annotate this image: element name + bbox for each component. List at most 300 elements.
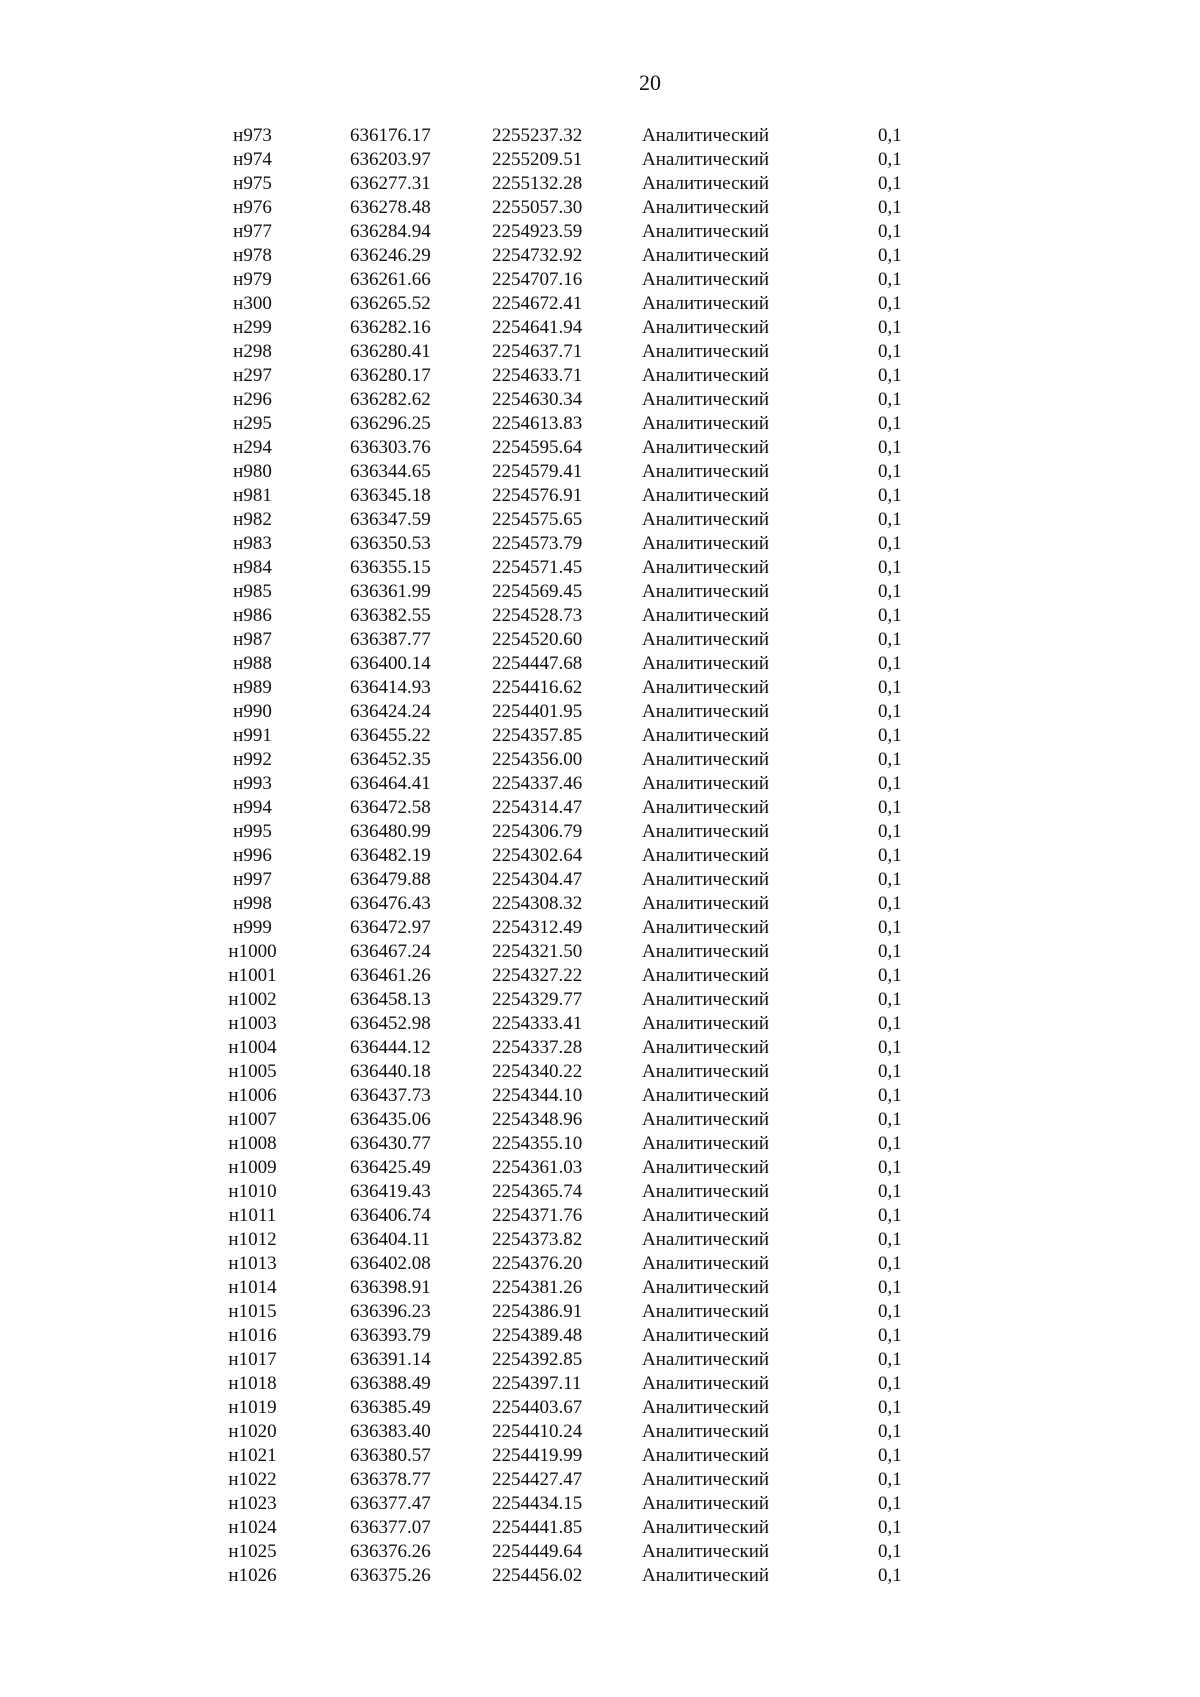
method-cell: Аналитический bbox=[642, 533, 770, 554]
method-cell: Аналитический bbox=[642, 389, 770, 410]
method-cell: Аналитический bbox=[642, 653, 770, 674]
accuracy-cell: 0,1 bbox=[878, 197, 902, 218]
method-cell: Аналитический bbox=[642, 1493, 770, 1514]
point-name-cell: н1018 bbox=[228, 1373, 277, 1394]
accuracy-cell: 0,1 bbox=[878, 413, 902, 434]
point-name-cell: н1026 bbox=[228, 1565, 277, 1586]
x-coordinate-cell: 636280.41 bbox=[350, 341, 431, 362]
x-coordinate-cell: 636435.06 bbox=[350, 1109, 431, 1130]
table-row bbox=[0, 604, 1200, 628]
y-coordinate-cell: 2254672.41 bbox=[492, 293, 583, 314]
method-cell: Аналитический bbox=[642, 1277, 770, 1298]
method-cell: Аналитический bbox=[642, 317, 770, 338]
accuracy-cell: 0,1 bbox=[878, 1469, 902, 1490]
point-name-cell: н1012 bbox=[228, 1229, 277, 1250]
table-row bbox=[0, 796, 1200, 820]
point-name-cell: н978 bbox=[233, 245, 272, 266]
point-name-cell: н1003 bbox=[228, 1013, 277, 1034]
method-cell: Аналитический bbox=[642, 197, 770, 218]
x-coordinate-cell: 636388.49 bbox=[350, 1373, 431, 1394]
point-name-cell: н1016 bbox=[228, 1325, 277, 1346]
method-cell: Аналитический bbox=[642, 245, 770, 266]
x-coordinate-cell: 636472.58 bbox=[350, 797, 431, 818]
method-cell: Аналитический bbox=[642, 1253, 770, 1274]
x-coordinate-cell: 636203.97 bbox=[350, 149, 431, 170]
x-coordinate-cell: 636377.07 bbox=[350, 1517, 431, 1538]
method-cell: Аналитический bbox=[642, 629, 770, 650]
y-coordinate-cell: 2254637.71 bbox=[492, 341, 583, 362]
table-row bbox=[0, 1516, 1200, 1540]
table-row bbox=[0, 1132, 1200, 1156]
x-coordinate-cell: 636406.74 bbox=[350, 1205, 431, 1226]
point-name-cell: н1022 bbox=[228, 1469, 277, 1490]
accuracy-cell: 0,1 bbox=[878, 773, 902, 794]
point-name-cell: н998 bbox=[233, 893, 272, 914]
x-coordinate-cell: 636452.98 bbox=[350, 1013, 431, 1034]
method-cell: Аналитический bbox=[642, 893, 770, 914]
table-row bbox=[0, 1444, 1200, 1468]
accuracy-cell: 0,1 bbox=[878, 557, 902, 578]
table-row bbox=[0, 1036, 1200, 1060]
x-coordinate-cell: 636382.55 bbox=[350, 605, 431, 626]
y-coordinate-cell: 2254613.83 bbox=[492, 413, 583, 434]
y-coordinate-cell: 2254392.85 bbox=[492, 1349, 583, 1370]
y-coordinate-cell: 2254419.99 bbox=[492, 1445, 583, 1466]
x-coordinate-cell: 636361.99 bbox=[350, 581, 431, 602]
accuracy-cell: 0,1 bbox=[878, 893, 902, 914]
table-row bbox=[0, 1540, 1200, 1564]
x-coordinate-cell: 636480.99 bbox=[350, 821, 431, 842]
table-row bbox=[0, 556, 1200, 580]
x-coordinate-cell: 636391.14 bbox=[350, 1349, 431, 1370]
accuracy-cell: 0,1 bbox=[878, 917, 902, 938]
x-coordinate-cell: 636385.49 bbox=[350, 1397, 431, 1418]
y-coordinate-cell: 2254344.10 bbox=[492, 1085, 583, 1106]
y-coordinate-cell: 2254630.34 bbox=[492, 389, 583, 410]
x-coordinate-cell: 636419.43 bbox=[350, 1181, 431, 1202]
accuracy-cell: 0,1 bbox=[878, 1205, 902, 1226]
x-coordinate-cell: 636280.17 bbox=[350, 365, 431, 386]
point-name-cell: н1008 bbox=[228, 1133, 277, 1154]
point-name-cell: н296 bbox=[233, 389, 272, 410]
point-name-cell: н990 bbox=[233, 701, 272, 722]
x-coordinate-cell: 636425.49 bbox=[350, 1157, 431, 1178]
method-cell: Аналитический bbox=[642, 749, 770, 770]
x-coordinate-cell: 636344.65 bbox=[350, 461, 431, 482]
table-row bbox=[0, 1324, 1200, 1348]
accuracy-cell: 0,1 bbox=[878, 173, 902, 194]
x-coordinate-cell: 636444.12 bbox=[350, 1037, 431, 1058]
method-cell: Аналитический bbox=[642, 989, 770, 1010]
x-coordinate-cell: 636176.17 bbox=[350, 125, 431, 146]
x-coordinate-cell: 636482.19 bbox=[350, 845, 431, 866]
table-row bbox=[0, 892, 1200, 916]
table-row bbox=[0, 1204, 1200, 1228]
y-coordinate-cell: 2254447.68 bbox=[492, 653, 583, 674]
y-coordinate-cell: 2254573.79 bbox=[492, 533, 583, 554]
method-cell: Аналитический bbox=[642, 509, 770, 530]
x-coordinate-cell: 636375.26 bbox=[350, 1565, 431, 1586]
accuracy-cell: 0,1 bbox=[878, 485, 902, 506]
method-cell: Аналитический bbox=[642, 773, 770, 794]
x-coordinate-cell: 636424.24 bbox=[350, 701, 431, 722]
x-coordinate-cell: 636467.24 bbox=[350, 941, 431, 962]
x-coordinate-cell: 636345.18 bbox=[350, 485, 431, 506]
accuracy-cell: 0,1 bbox=[878, 989, 902, 1010]
method-cell: Аналитический bbox=[642, 941, 770, 962]
table-row bbox=[0, 700, 1200, 724]
y-coordinate-cell: 2254381.26 bbox=[492, 1277, 583, 1298]
point-name-cell: н992 bbox=[233, 749, 272, 770]
point-name-cell: н980 bbox=[233, 461, 272, 482]
y-coordinate-cell: 2254633.71 bbox=[492, 365, 583, 386]
table-row bbox=[0, 772, 1200, 796]
point-name-cell: н987 bbox=[233, 629, 272, 650]
y-coordinate-cell: 2254356.00 bbox=[492, 749, 583, 770]
accuracy-cell: 0,1 bbox=[878, 653, 902, 674]
point-name-cell: н1004 bbox=[228, 1037, 277, 1058]
y-coordinate-cell: 2254371.76 bbox=[492, 1205, 583, 1226]
y-coordinate-cell: 2254329.77 bbox=[492, 989, 583, 1010]
method-cell: Аналитический bbox=[642, 221, 770, 242]
accuracy-cell: 0,1 bbox=[878, 797, 902, 818]
method-cell: Аналитический bbox=[642, 1037, 770, 1058]
accuracy-cell: 0,1 bbox=[878, 1157, 902, 1178]
y-coordinate-cell: 2254456.02 bbox=[492, 1565, 583, 1586]
coordinates-table bbox=[0, 124, 1200, 1588]
method-cell: Аналитический bbox=[642, 1373, 770, 1394]
x-coordinate-cell: 636455.22 bbox=[350, 725, 431, 746]
table-row bbox=[0, 484, 1200, 508]
table-row bbox=[0, 988, 1200, 1012]
table-row bbox=[0, 124, 1200, 148]
point-name-cell: н1019 bbox=[228, 1397, 277, 1418]
table-row bbox=[0, 436, 1200, 460]
y-coordinate-cell: 2254337.46 bbox=[492, 773, 583, 794]
x-coordinate-cell: 636414.93 bbox=[350, 677, 431, 698]
table-row bbox=[0, 1300, 1200, 1324]
y-coordinate-cell: 2254348.96 bbox=[492, 1109, 583, 1130]
x-coordinate-cell: 636278.48 bbox=[350, 197, 431, 218]
y-coordinate-cell: 2254434.15 bbox=[492, 1493, 583, 1514]
method-cell: Аналитический bbox=[642, 605, 770, 626]
y-coordinate-cell: 2254410.24 bbox=[492, 1421, 583, 1442]
point-name-cell: н984 bbox=[233, 557, 272, 578]
table-row bbox=[0, 1468, 1200, 1492]
method-cell: Аналитический bbox=[642, 1445, 770, 1466]
accuracy-cell: 0,1 bbox=[878, 1229, 902, 1250]
x-coordinate-cell: 636393.79 bbox=[350, 1325, 431, 1346]
accuracy-cell: 0,1 bbox=[878, 869, 902, 890]
accuracy-cell: 0,1 bbox=[878, 1445, 902, 1466]
y-coordinate-cell: 2254416.62 bbox=[492, 677, 583, 698]
point-name-cell: н975 bbox=[233, 173, 272, 194]
point-name-cell: н1000 bbox=[228, 941, 277, 962]
table-row bbox=[0, 1348, 1200, 1372]
table-row bbox=[0, 220, 1200, 244]
accuracy-cell: 0,1 bbox=[878, 725, 902, 746]
x-coordinate-cell: 636479.88 bbox=[350, 869, 431, 890]
point-name-cell: н1013 bbox=[228, 1253, 277, 1274]
table-row bbox=[0, 652, 1200, 676]
x-coordinate-cell: 636464.41 bbox=[350, 773, 431, 794]
accuracy-cell: 0,1 bbox=[878, 125, 902, 146]
accuracy-cell: 0,1 bbox=[878, 317, 902, 338]
point-name-cell: н1001 bbox=[228, 965, 277, 986]
method-cell: Аналитический bbox=[642, 485, 770, 506]
y-coordinate-cell: 2254579.41 bbox=[492, 461, 583, 482]
method-cell: Аналитический bbox=[642, 1061, 770, 1082]
method-cell: Аналитический bbox=[642, 1565, 770, 1586]
point-name-cell: н1011 bbox=[228, 1205, 277, 1226]
y-coordinate-cell: 2254361.03 bbox=[492, 1157, 583, 1178]
y-coordinate-cell: 2254595.64 bbox=[492, 437, 583, 458]
y-coordinate-cell: 2254340.22 bbox=[492, 1061, 583, 1082]
table-row bbox=[0, 1228, 1200, 1252]
table-row bbox=[0, 868, 1200, 892]
y-coordinate-cell: 2254302.64 bbox=[492, 845, 583, 866]
point-name-cell: н988 bbox=[233, 653, 272, 674]
table-row bbox=[0, 1060, 1200, 1084]
method-cell: Аналитический bbox=[642, 437, 770, 458]
accuracy-cell: 0,1 bbox=[878, 965, 902, 986]
table-row bbox=[0, 1108, 1200, 1132]
y-coordinate-cell: 2254389.48 bbox=[492, 1325, 583, 1346]
table-row bbox=[0, 196, 1200, 220]
method-cell: Аналитический bbox=[642, 557, 770, 578]
accuracy-cell: 0,1 bbox=[878, 677, 902, 698]
accuracy-cell: 0,1 bbox=[878, 1517, 902, 1538]
method-cell: Аналитический bbox=[642, 1301, 770, 1322]
method-cell: Аналитический bbox=[642, 701, 770, 722]
accuracy-cell: 0,1 bbox=[878, 1109, 902, 1130]
accuracy-cell: 0,1 bbox=[878, 1349, 902, 1370]
y-coordinate-cell: 2254641.94 bbox=[492, 317, 583, 338]
accuracy-cell: 0,1 bbox=[878, 1325, 902, 1346]
point-name-cell: н985 bbox=[233, 581, 272, 602]
y-coordinate-cell: 2254373.82 bbox=[492, 1229, 583, 1250]
x-coordinate-cell: 636277.31 bbox=[350, 173, 431, 194]
x-coordinate-cell: 636377.47 bbox=[350, 1493, 431, 1514]
point-name-cell: н295 bbox=[233, 413, 272, 434]
method-cell: Аналитический bbox=[642, 1013, 770, 1034]
point-name-cell: н996 bbox=[233, 845, 272, 866]
accuracy-cell: 0,1 bbox=[878, 581, 902, 602]
point-name-cell: н1017 bbox=[228, 1349, 277, 1370]
accuracy-cell: 0,1 bbox=[878, 1277, 902, 1298]
accuracy-cell: 0,1 bbox=[878, 149, 902, 170]
method-cell: Аналитический bbox=[642, 845, 770, 866]
page-number: 20 bbox=[639, 70, 661, 95]
x-coordinate-cell: 636350.53 bbox=[350, 533, 431, 554]
x-coordinate-cell: 636400.14 bbox=[350, 653, 431, 674]
method-cell: Аналитический bbox=[642, 1181, 770, 1202]
table-row bbox=[0, 508, 1200, 532]
method-cell: Аналитический bbox=[642, 365, 770, 386]
table-row bbox=[0, 1564, 1200, 1588]
y-coordinate-cell: 2254569.45 bbox=[492, 581, 583, 602]
x-coordinate-cell: 636378.77 bbox=[350, 1469, 431, 1490]
point-name-cell: н986 bbox=[233, 605, 272, 626]
accuracy-cell: 0,1 bbox=[878, 221, 902, 242]
accuracy-cell: 0,1 bbox=[878, 629, 902, 650]
x-coordinate-cell: 636261.66 bbox=[350, 269, 431, 290]
point-name-cell: н993 bbox=[233, 773, 272, 794]
table-row bbox=[0, 724, 1200, 748]
y-coordinate-cell: 2254923.59 bbox=[492, 221, 583, 242]
x-coordinate-cell: 636461.26 bbox=[350, 965, 431, 986]
method-cell: Аналитический bbox=[642, 1229, 770, 1250]
y-coordinate-cell: 2254528.73 bbox=[492, 605, 583, 626]
accuracy-cell: 0,1 bbox=[878, 821, 902, 842]
table-row bbox=[0, 1492, 1200, 1516]
point-name-cell: н994 bbox=[233, 797, 272, 818]
method-cell: Аналитический bbox=[642, 821, 770, 842]
method-cell: Аналитический bbox=[642, 173, 770, 194]
table-row bbox=[0, 316, 1200, 340]
accuracy-cell: 0,1 bbox=[878, 1493, 902, 1514]
x-coordinate-cell: 636303.76 bbox=[350, 437, 431, 458]
method-cell: Аналитический bbox=[642, 341, 770, 362]
table-row bbox=[0, 172, 1200, 196]
method-cell: Аналитический bbox=[642, 125, 770, 146]
point-name-cell: н1024 bbox=[228, 1517, 277, 1538]
point-name-cell: н299 bbox=[233, 317, 272, 338]
method-cell: Аналитический bbox=[642, 1397, 770, 1418]
accuracy-cell: 0,1 bbox=[878, 605, 902, 626]
point-name-cell: н995 bbox=[233, 821, 272, 842]
table-row bbox=[0, 1156, 1200, 1180]
x-coordinate-cell: 636402.08 bbox=[350, 1253, 431, 1274]
method-cell: Аналитический bbox=[642, 917, 770, 938]
table-row bbox=[0, 292, 1200, 316]
table-row bbox=[0, 1396, 1200, 1420]
point-name-cell: н974 bbox=[233, 149, 272, 170]
table-row bbox=[0, 964, 1200, 988]
table-row bbox=[0, 820, 1200, 844]
point-name-cell: н997 bbox=[233, 869, 272, 890]
y-coordinate-cell: 2254427.47 bbox=[492, 1469, 583, 1490]
table-row bbox=[0, 748, 1200, 772]
y-coordinate-cell: 2254333.41 bbox=[492, 1013, 583, 1034]
point-name-cell: н1020 bbox=[228, 1421, 277, 1442]
x-coordinate-cell: 636376.26 bbox=[350, 1541, 431, 1562]
y-coordinate-cell: 2254520.60 bbox=[492, 629, 583, 650]
table-row bbox=[0, 1180, 1200, 1204]
y-coordinate-cell: 2254403.67 bbox=[492, 1397, 583, 1418]
x-coordinate-cell: 636282.62 bbox=[350, 389, 431, 410]
table-row bbox=[0, 268, 1200, 292]
point-name-cell: н1025 bbox=[228, 1541, 277, 1562]
method-cell: Аналитический bbox=[642, 269, 770, 290]
table-row bbox=[0, 1012, 1200, 1036]
point-name-cell: н977 bbox=[233, 221, 272, 242]
y-coordinate-cell: 2254357.85 bbox=[492, 725, 583, 746]
x-coordinate-cell: 636265.52 bbox=[350, 293, 431, 314]
accuracy-cell: 0,1 bbox=[878, 1013, 902, 1034]
y-coordinate-cell: 2254397.11 bbox=[492, 1373, 582, 1394]
point-name-cell: н1009 bbox=[228, 1157, 277, 1178]
x-coordinate-cell: 636472.97 bbox=[350, 917, 431, 938]
point-name-cell: н1005 bbox=[228, 1061, 277, 1082]
x-coordinate-cell: 636282.16 bbox=[350, 317, 431, 338]
y-coordinate-cell: 2254365.74 bbox=[492, 1181, 583, 1202]
y-coordinate-cell: 2254386.91 bbox=[492, 1301, 583, 1322]
x-coordinate-cell: 636284.94 bbox=[350, 221, 431, 242]
point-name-cell: н976 bbox=[233, 197, 272, 218]
point-name-cell: н1015 bbox=[228, 1301, 277, 1322]
method-cell: Аналитический bbox=[642, 1517, 770, 1538]
point-name-cell: н298 bbox=[233, 341, 272, 362]
y-coordinate-cell: 2255237.32 bbox=[492, 125, 583, 146]
point-name-cell: н297 bbox=[233, 365, 272, 386]
table-row bbox=[0, 580, 1200, 604]
table-row bbox=[0, 340, 1200, 364]
point-name-cell: н979 bbox=[233, 269, 272, 290]
accuracy-cell: 0,1 bbox=[878, 1373, 902, 1394]
table-row bbox=[0, 460, 1200, 484]
accuracy-cell: 0,1 bbox=[878, 749, 902, 770]
point-name-cell: н999 bbox=[233, 917, 272, 938]
y-coordinate-cell: 2255132.28 bbox=[492, 173, 583, 194]
accuracy-cell: 0,1 bbox=[878, 1181, 902, 1202]
accuracy-cell: 0,1 bbox=[878, 845, 902, 866]
x-coordinate-cell: 636437.73 bbox=[350, 1085, 431, 1106]
method-cell: Аналитический bbox=[642, 677, 770, 698]
accuracy-cell: 0,1 bbox=[878, 389, 902, 410]
accuracy-cell: 0,1 bbox=[878, 365, 902, 386]
table-row bbox=[0, 412, 1200, 436]
table-row bbox=[0, 388, 1200, 412]
y-coordinate-cell: 2254575.65 bbox=[492, 509, 583, 530]
method-cell: Аналитический bbox=[642, 1133, 770, 1154]
table-row bbox=[0, 1084, 1200, 1108]
accuracy-cell: 0,1 bbox=[878, 941, 902, 962]
method-cell: Аналитический bbox=[642, 1205, 770, 1226]
x-coordinate-cell: 636380.57 bbox=[350, 1445, 431, 1466]
x-coordinate-cell: 636355.15 bbox=[350, 557, 431, 578]
y-coordinate-cell: 2254571.45 bbox=[492, 557, 583, 578]
accuracy-cell: 0,1 bbox=[878, 293, 902, 314]
table-row bbox=[0, 628, 1200, 652]
method-cell: Аналитический bbox=[642, 461, 770, 482]
accuracy-cell: 0,1 bbox=[878, 1397, 902, 1418]
method-cell: Аналитический bbox=[642, 149, 770, 170]
x-coordinate-cell: 636296.25 bbox=[350, 413, 431, 434]
x-coordinate-cell: 636398.91 bbox=[350, 1277, 431, 1298]
y-coordinate-cell: 2254449.64 bbox=[492, 1541, 583, 1562]
table-row bbox=[0, 1252, 1200, 1276]
accuracy-cell: 0,1 bbox=[878, 341, 902, 362]
point-name-cell: н1006 bbox=[228, 1085, 277, 1106]
method-cell: Аналитический bbox=[642, 413, 770, 434]
x-coordinate-cell: 636452.35 bbox=[350, 749, 431, 770]
method-cell: Аналитический bbox=[642, 965, 770, 986]
accuracy-cell: 0,1 bbox=[878, 1037, 902, 1058]
y-coordinate-cell: 2255057.30 bbox=[492, 197, 583, 218]
method-cell: Аналитический bbox=[642, 725, 770, 746]
y-coordinate-cell: 2254337.28 bbox=[492, 1037, 583, 1058]
point-name-cell: н982 bbox=[233, 509, 272, 530]
y-coordinate-cell: 2254308.32 bbox=[492, 893, 583, 914]
x-coordinate-cell: 636476.43 bbox=[350, 893, 431, 914]
point-name-cell: н1010 bbox=[228, 1181, 277, 1202]
method-cell: Аналитический bbox=[642, 1421, 770, 1442]
table-row bbox=[0, 244, 1200, 268]
accuracy-cell: 0,1 bbox=[878, 1133, 902, 1154]
accuracy-cell: 0,1 bbox=[878, 701, 902, 722]
accuracy-cell: 0,1 bbox=[878, 533, 902, 554]
